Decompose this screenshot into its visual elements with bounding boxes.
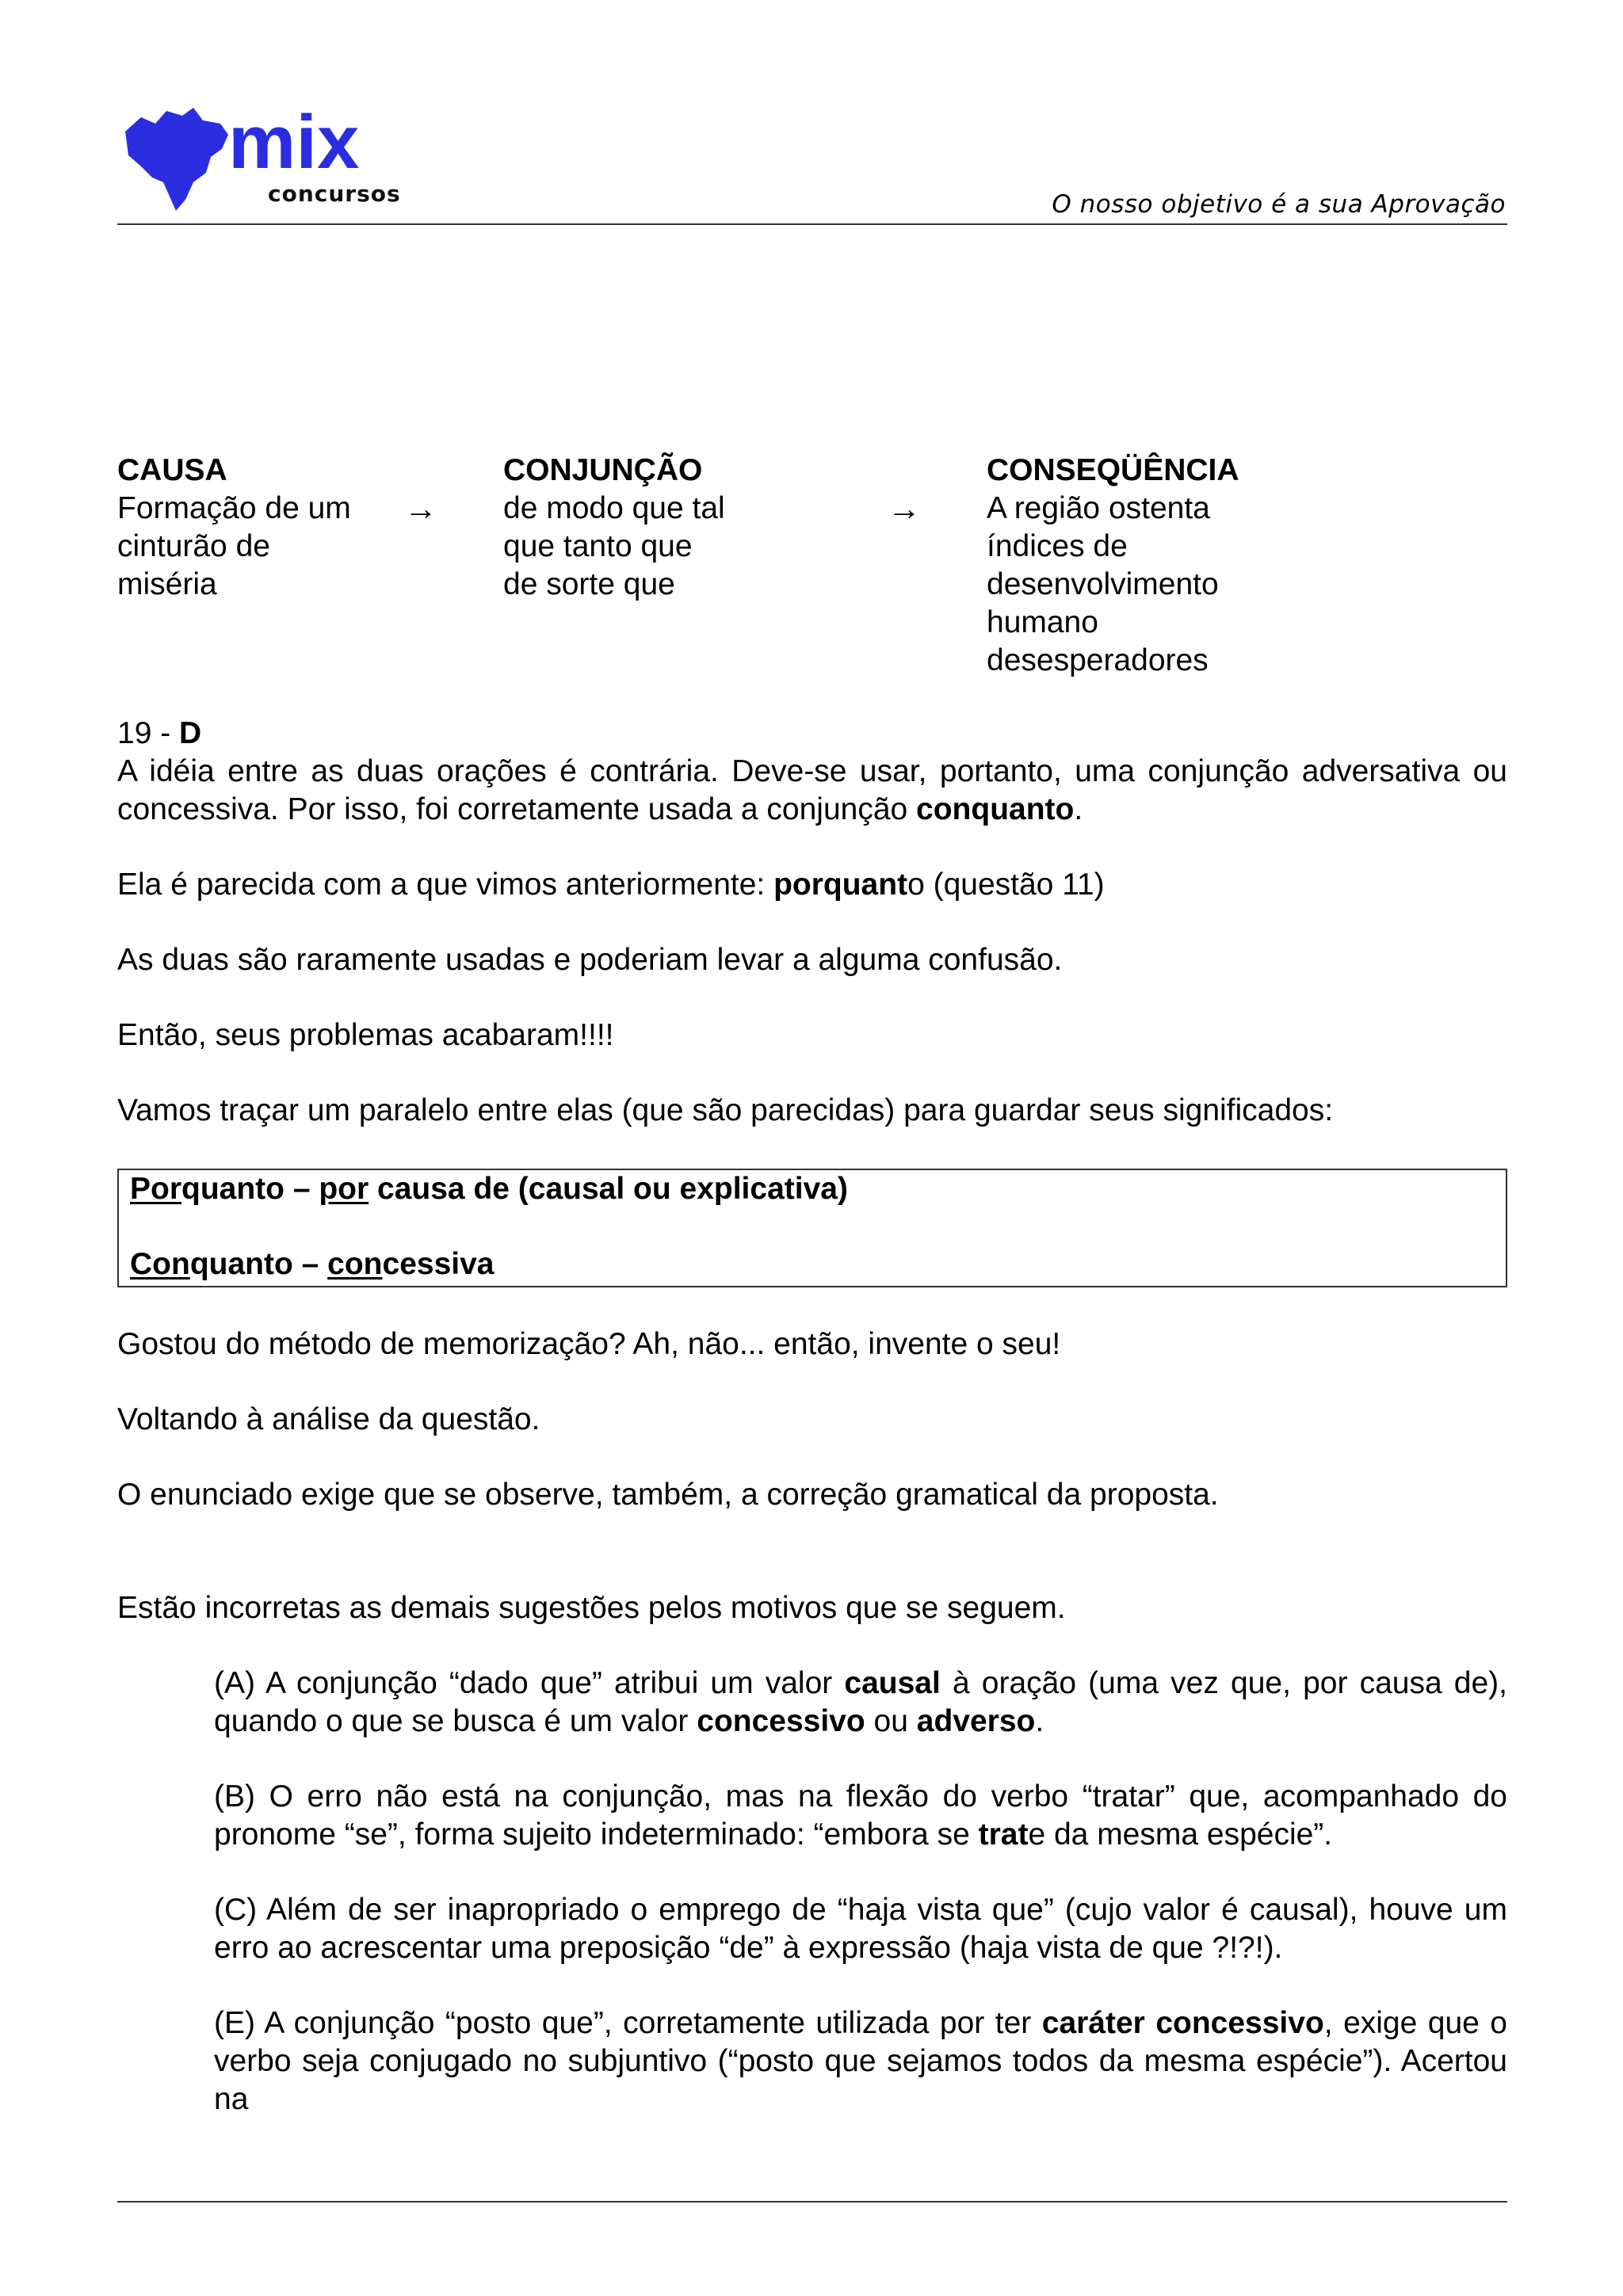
consequencia-column bbox=[987, 452, 1239, 680]
logo-main-text: mix bbox=[228, 100, 360, 185]
conjuncao-line: que tanto que bbox=[503, 529, 693, 563]
text-run: (B) O erro não está na conjunção, mas na flexão do verbo “tratar” que, acompanhado do pronome “se”, forma sujeito indeterminado: “embora se bbox=[214, 1779, 1507, 1852]
item-a bbox=[214, 1665, 1507, 1741]
text-run: cessiva bbox=[382, 1247, 495, 1281]
underlined-prefix: con bbox=[327, 1247, 383, 1281]
header-divider bbox=[117, 223, 1507, 225]
bold-term: conquanto bbox=[916, 792, 1075, 826]
text-run: A idéia entre as duas orações é contrária. Deve-se usar, portanto, uma conjunção adversativa ou concessiva. Por isso, foi corretamente usada a conjunção bbox=[117, 754, 1507, 826]
causa-heading: CAUSA bbox=[117, 453, 227, 487]
conjuncao-column bbox=[503, 452, 725, 604]
text-run: (E) A conjunção “posto que”, corretamente utilizada por ter bbox=[214, 2006, 1042, 2040]
causa-line: cinturão de bbox=[117, 529, 270, 563]
paragraph: As duas são raramente usadas e poderiam levar a alguma confusão. bbox=[117, 943, 1063, 977]
consequencia-line: A região ostenta bbox=[987, 491, 1210, 525]
paragraph bbox=[117, 753, 1507, 829]
paragraph: O enunciado exige que se observe, também, a correção gramatical da proposta. bbox=[117, 1478, 1219, 1512]
bold-term: porquant bbox=[773, 868, 908, 902]
arrow-right-icon: → bbox=[888, 490, 921, 527]
consequencia-line: humano bbox=[987, 605, 1098, 639]
bold-term: adverso bbox=[916, 1704, 1036, 1738]
question-number bbox=[117, 715, 201, 753]
item-e bbox=[214, 2004, 1507, 2119]
conquanto-line bbox=[130, 1245, 494, 1283]
underlined-prefix: Con bbox=[130, 1247, 190, 1281]
brazil-map-logo-icon bbox=[117, 100, 418, 215]
memory-aid-box bbox=[117, 1169, 1507, 1287]
text-run: , exige que o verbo seja conjugado no subjuntivo (“posto que sejamos todos da mesma espécie”). Acertou na bbox=[214, 2006, 1507, 2116]
causa-line: Formação de um bbox=[117, 491, 351, 525]
mix-concursos-logo bbox=[117, 100, 418, 215]
text-run: quanto – bbox=[189, 1247, 328, 1281]
answer-letter: D bbox=[179, 716, 202, 750]
text-run: causa de (causal ou explicativa) bbox=[369, 1172, 848, 1206]
consequencia-heading: CONSEQÜÊNCIA bbox=[987, 453, 1239, 487]
paragraph: Estão incorretas as demais sugestões pelos motivos que se seguem. bbox=[117, 1591, 1066, 1625]
text-run: . bbox=[1035, 1704, 1044, 1738]
text-run: . bbox=[1074, 792, 1083, 826]
consequencia-line: índices de bbox=[987, 529, 1128, 563]
text-run: Ela é parecida com a que vimos anteriormente: bbox=[117, 868, 774, 902]
item-c: (C) Além de ser inapropriado o emprego de “haja vista que” (cujo valor é causal), houve um erro ao acrescentar uma preposição “de” à expressão (haja vista de que ?!?!). bbox=[214, 1893, 1507, 1965]
question-label: 19 - bbox=[117, 716, 180, 750]
arrow-right-icon: → bbox=[404, 490, 437, 527]
text-run: (A) A conjunção “dado que” atribui um valor bbox=[214, 1666, 845, 1700]
text-run: ou bbox=[865, 1704, 917, 1738]
consequencia-line: desesperadores bbox=[987, 643, 1209, 677]
paragraph: Voltando à análise da questão. bbox=[117, 1402, 540, 1436]
bold-term: caráter concessivo bbox=[1041, 2006, 1324, 2040]
logo-sub-text: concursos bbox=[268, 181, 401, 207]
header-tagline: O nosso objetivo é a sua Aprovação bbox=[1052, 190, 1506, 219]
paragraph: Então, seus problemas acabaram!!!! bbox=[117, 1018, 614, 1052]
conjuncao-heading: CONJUNÇÃO bbox=[503, 453, 703, 487]
porquanto-line bbox=[130, 1170, 848, 1208]
bold-term: trat bbox=[978, 1817, 1029, 1852]
text-run: à oração (uma vez que, por causa de), quando o que se busca é um valor bbox=[214, 1666, 1507, 1738]
footer-divider bbox=[117, 2201, 1507, 2203]
causa-line: miséria bbox=[117, 567, 217, 601]
item-b bbox=[214, 1778, 1507, 1854]
text-run: quanto – bbox=[181, 1172, 319, 1206]
text-run: o (questão 11) bbox=[907, 868, 1105, 902]
paragraph: Gostou do método de memorização? Ah, não... então, invente o seu! bbox=[117, 1327, 1061, 1361]
conjuncao-line: de modo que tal bbox=[503, 491, 725, 525]
bold-term: causal bbox=[844, 1666, 941, 1700]
bold-term: concessivo bbox=[697, 1704, 865, 1738]
causa-column bbox=[117, 452, 351, 604]
conjuncao-line: de sorte que bbox=[503, 567, 675, 601]
underlined-prefix: por bbox=[319, 1172, 369, 1206]
paragraph: Vamos traçar um paralelo entre elas (que são parecidas) para guardar seus significados: bbox=[117, 1093, 1334, 1127]
text-run: e da mesma espécie”. bbox=[1028, 1817, 1333, 1852]
consequencia-line: desenvolvimento bbox=[987, 567, 1219, 601]
paragraph bbox=[117, 866, 1105, 904]
underlined-prefix: Por bbox=[130, 1172, 182, 1206]
